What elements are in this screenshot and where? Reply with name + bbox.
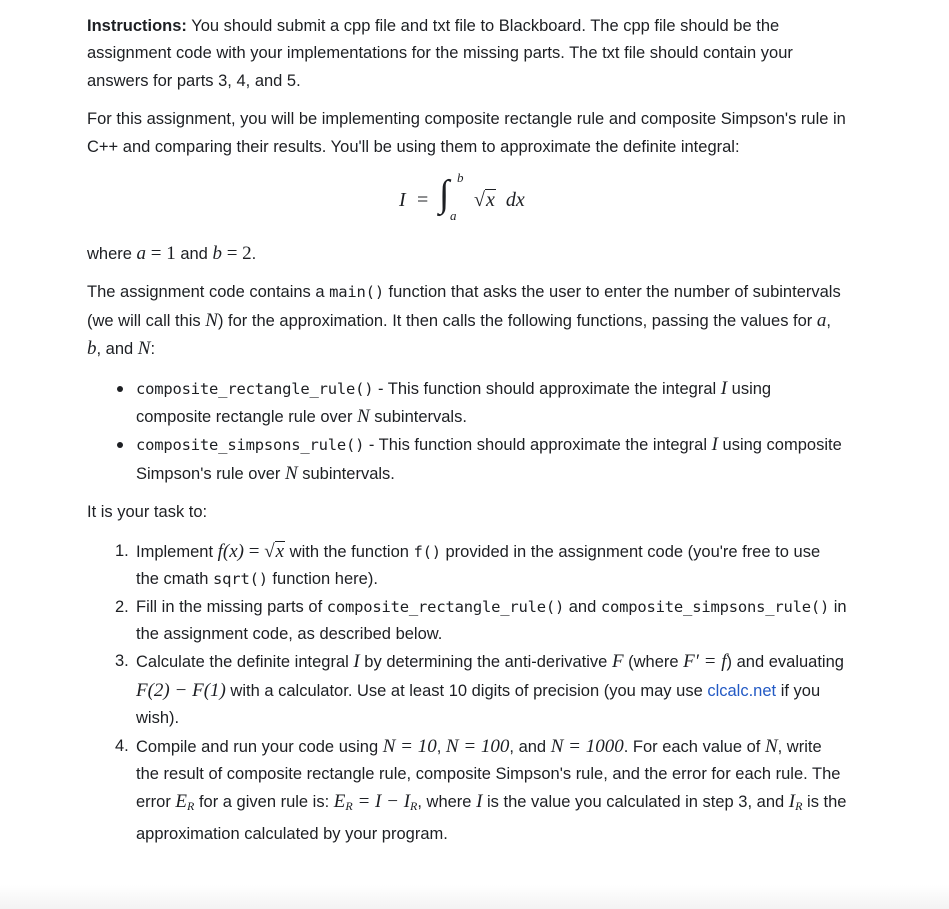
task-text: by determining the anti-derivative: [359, 653, 612, 672]
assignment-document: [87, 13, 847, 848]
list-item: [87, 733, 847, 849]
sqrt-symbol: √x: [264, 540, 285, 562]
task-text: in the assignment code, as described below.: [136, 597, 847, 643]
colon: :: [150, 340, 156, 359]
item-number: 3.: [115, 652, 129, 671]
differential: dx: [505, 189, 525, 212]
var-F: F: [611, 651, 624, 673]
function-desc-1: - This function should approximate the integral: [364, 436, 712, 455]
function-name: composite_simpsons_rule(): [136, 436, 365, 455]
function-desc-3: subintervals.: [369, 408, 467, 427]
task-text: (where: [623, 653, 684, 672]
instructions-paragraph: [87, 13, 847, 95]
list-item: [87, 648, 847, 732]
math-evaluation: F(2) − F(1): [136, 679, 226, 701]
task-text: is the approximation calculated by your program.: [136, 793, 847, 843]
equation-equals: =: [417, 189, 429, 212]
var-a: a: [136, 243, 147, 265]
functions-list: [87, 375, 847, 489]
math-n100: N = 100: [445, 735, 510, 757]
list-item: [87, 538, 847, 594]
main-code: main(): [329, 283, 384, 302]
var-I: I: [720, 377, 728, 399]
where-period: .: [251, 245, 257, 264]
math-equals: =: [244, 540, 265, 562]
bottom-fade: [0, 885, 949, 909]
task-text: Implement: [136, 542, 218, 561]
math-fx: f(x): [217, 540, 244, 562]
var-b: b: [87, 338, 97, 360]
subscript-R: R: [345, 799, 353, 814]
radicand: x: [485, 189, 495, 212]
item-number: 2.: [115, 597, 129, 616]
item-number: 1.: [115, 541, 129, 560]
where-text: where: [87, 245, 137, 264]
task-text: with a calculator. Use at least 10 digits of precision (you may use: [225, 681, 708, 700]
comma: ,: [826, 311, 831, 330]
math-n10: N = 10: [382, 735, 437, 757]
function-desc-1: - This function should approximate the integral: [373, 379, 721, 398]
var-I: I: [476, 791, 483, 813]
math-n1000: N = 1000: [550, 735, 624, 757]
var-a: a: [816, 309, 827, 331]
integrand: [474, 187, 525, 214]
instructions-label: Instructions:: [87, 17, 187, 35]
var-E: E: [175, 791, 188, 813]
clcalc-link[interactable]: clcalc.net: [707, 681, 777, 700]
subscript-R: R: [187, 799, 195, 814]
task-text: , write the result of composite rectangle rule, composite Simpson's rule, and the error for each rule. The error: [136, 737, 841, 812]
instructions-text: You should submit a cpp file and txt file to Blackboard. The cpp file should be the assignment code with your implementations for the missing parts. The txt file should contain your answers for parts 3, 4, and 5.: [87, 17, 793, 90]
integral-sign: ∫: [439, 173, 450, 216]
task-intro: It is your task to:: [87, 503, 208, 522]
radicand: x: [275, 540, 285, 562]
where-and: and: [175, 245, 213, 264]
sqrt-symbol: √x: [474, 189, 495, 212]
task-text: Calculate the definite integral: [136, 653, 354, 672]
task-text: with the function: [285, 542, 414, 561]
task-text: if you wish).: [136, 681, 821, 728]
var-N: N: [137, 338, 151, 360]
where-paragraph: [87, 240, 847, 268]
main-text-2: function that asks the user to enter the number of subintervals (we will call this: [87, 283, 841, 330]
integral-upper-bound: b: [457, 170, 464, 186]
var-E: E: [333, 791, 346, 813]
subscript-R: R: [410, 799, 418, 814]
value-a: = 1: [146, 243, 176, 265]
and-text: , and: [96, 340, 138, 359]
list-item: [87, 594, 847, 649]
var-I: I: [711, 434, 718, 456]
task-text: Compile and run your code using: [136, 737, 383, 756]
math-derivative: F′ = f: [683, 651, 727, 673]
function-desc-2: using composite Simpson's rule over: [136, 436, 842, 483]
function-desc-2: using composite rectangle rule over: [136, 379, 772, 427]
task-text: ,: [436, 737, 446, 756]
main-text-1: The assignment code contains a: [87, 283, 330, 302]
subscript-R: R: [795, 799, 803, 814]
code-simpson: composite_simpsons_rule(): [600, 597, 830, 616]
main-function-paragraph: [87, 279, 847, 363]
task-text: is the value you calculated in step 3, and: [482, 793, 789, 812]
math-error-expr: = I − I: [352, 791, 411, 813]
item-number: 4.: [115, 736, 129, 755]
task-text: , and: [509, 737, 551, 756]
tasks-list: [87, 538, 847, 848]
var-N: N: [357, 406, 370, 428]
function-name: composite_rectangle_rule(): [136, 379, 374, 398]
var-N: N: [284, 462, 298, 484]
var-b: b: [212, 243, 222, 265]
integral-equation: [87, 168, 847, 238]
integral-lower-bound: a: [450, 208, 457, 224]
main-text-3: ) for the approximation. It then calls the following functions, passing the values for: [217, 311, 817, 330]
code-sqrt: sqrt(): [213, 570, 268, 589]
task-text: for a given rule is:: [194, 793, 334, 812]
task-text: Fill in the missing parts of: [136, 597, 327, 616]
code-rect: composite_rectangle_rule(): [326, 597, 565, 616]
code-f: f(): [413, 542, 441, 561]
value-b: = 2: [221, 243, 252, 265]
var-I: I: [788, 791, 796, 813]
task-text: and: [564, 597, 601, 616]
var-N: N: [764, 735, 778, 757]
task-text: . For each value of: [623, 737, 765, 756]
list-item: [87, 431, 847, 488]
task-text: provided in the assignment code (you're free to use the cmath: [136, 542, 821, 589]
task-text: ) and evaluating: [726, 653, 844, 672]
task-text: function here).: [267, 570, 378, 589]
equation-lhs: I: [399, 189, 406, 212]
task-text: , where: [417, 793, 477, 812]
list-item: [87, 375, 847, 432]
intro-paragraph: For this assignment, you will be implementing composite rectangle rule and composite Simpson's rule in C++ and comparing their results. You'll be using them to approximate the definite integral:: [87, 110, 846, 156]
function-desc-3: subintervals.: [297, 464, 395, 483]
var-I: I: [353, 651, 360, 673]
var-N: N: [205, 309, 218, 331]
